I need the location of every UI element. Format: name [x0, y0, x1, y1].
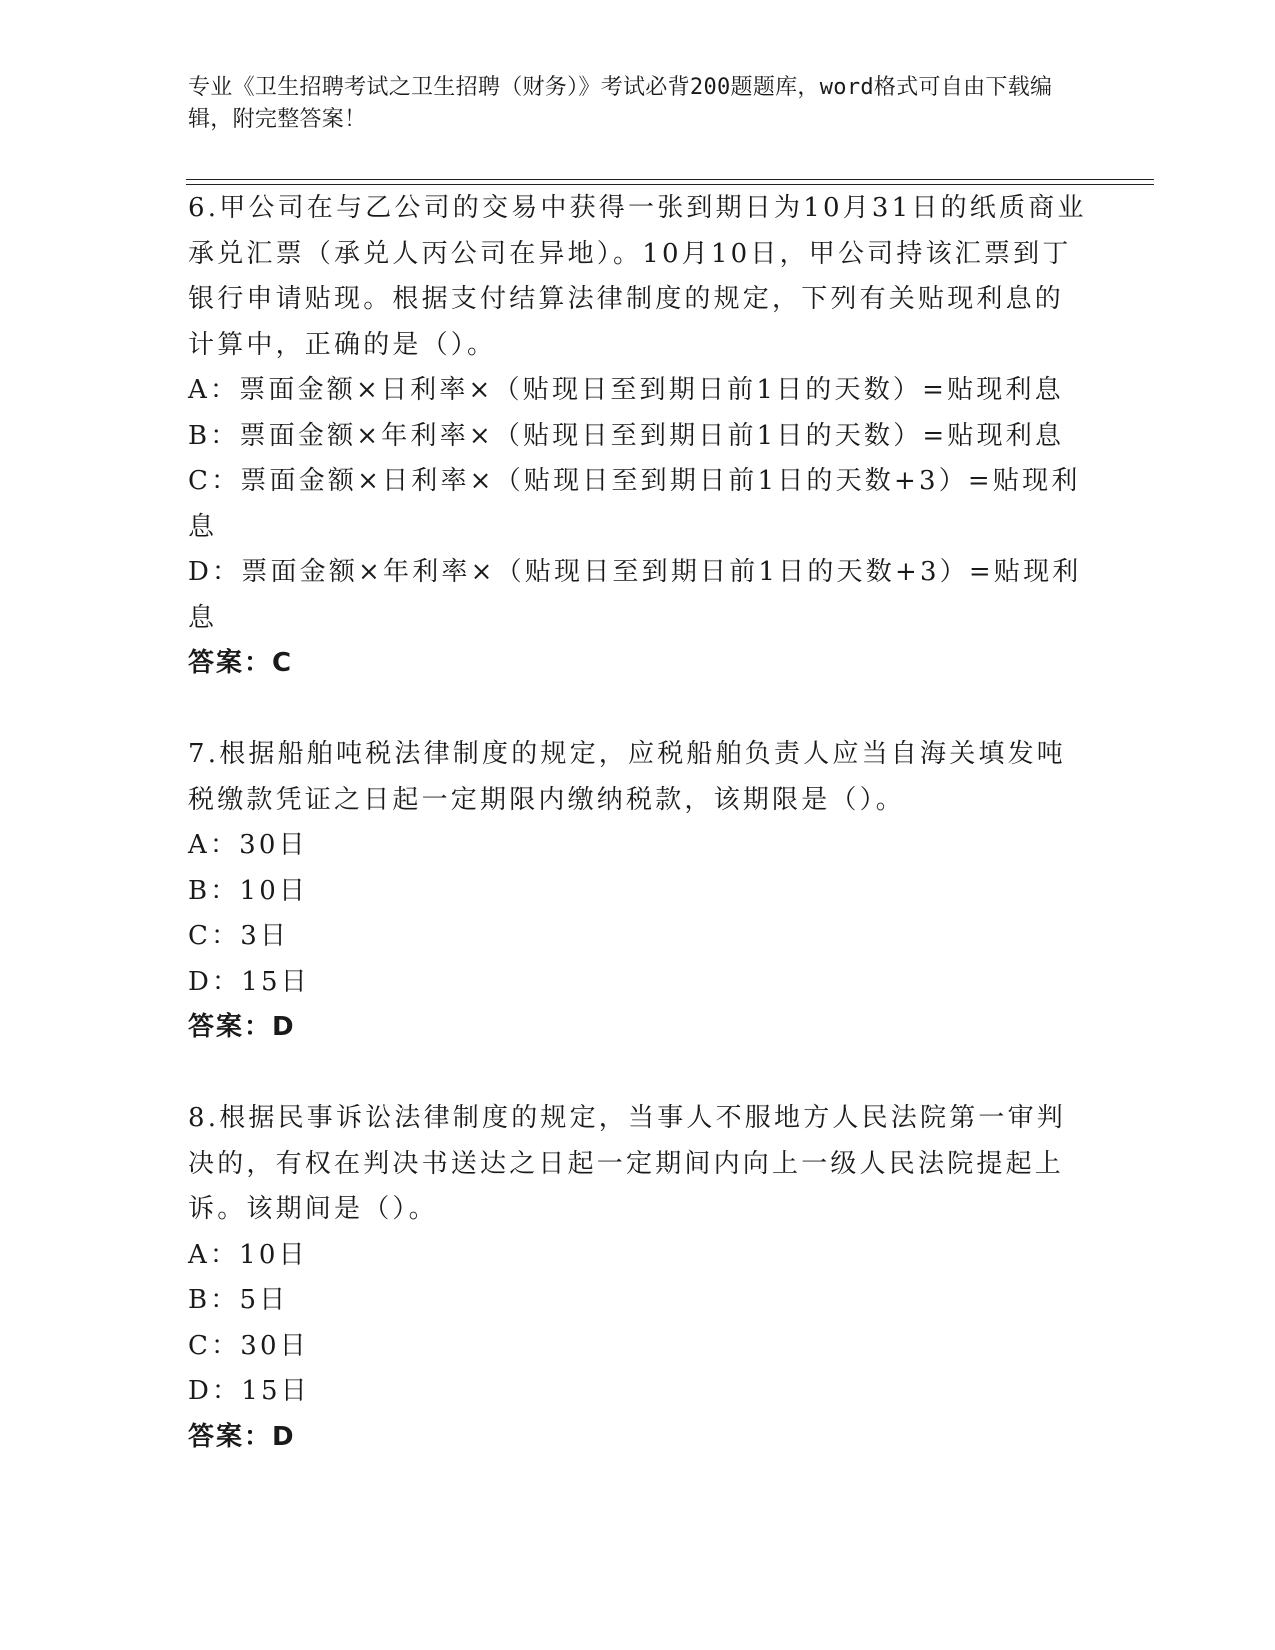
- option-a: A：30日: [188, 830, 308, 860]
- question-8: [188, 1096, 1088, 1460]
- option-c: C：30日: [188, 1330, 309, 1361]
- spacer: [188, 1051, 1088, 1097]
- option-a: A：票面金额×日利率×（贴现日至到期日前1日的天数）=贴现利息: [188, 375, 1064, 405]
- question-stem: 6.甲公司在与乙公司的交易中获得一张到期日为10月31日的纸质商业承兑汇票（承兑人丙公司在异地）。10月10日，甲公司持该汇票到丁银行申请贴现。根据支付结算法律制度的规定，下列有关贴现利息的计算中，正确的是（）。: [188, 193, 1087, 360]
- option-c: C：票面金额×日利率×（贴现日至到期日前1日的天数+3）=贴现利息: [188, 466, 1081, 542]
- question-7: [188, 732, 1088, 1051]
- option-d: D：15日: [188, 966, 310, 997]
- question-stem: 7.根据船舶吨税法律制度的规定，应税船舶负责人应当自海关填发吨税缴款凭证之日起一定期限内缴纳税款，该期限是（）。: [188, 739, 1067, 815]
- question-list: [188, 186, 1088, 1460]
- spacer: [188, 687, 1088, 733]
- header-divider-bottom: [186, 184, 1154, 185]
- answer-label: 答案：C: [188, 648, 294, 678]
- option-c: C：3日: [188, 921, 290, 951]
- answer-label: 答案：D: [188, 1012, 296, 1042]
- option-d: D：票面金额×年利率×（贴现日至到期日前1日的天数+3）=贴现利息: [188, 557, 1082, 633]
- option-b: B：5日: [188, 1285, 289, 1315]
- header-divider-top: [186, 179, 1154, 180]
- option-b: B：10日: [188, 875, 309, 906]
- option-a: A：10日: [188, 1239, 308, 1270]
- document-header: [188, 72, 1068, 136]
- option-b: B：票面金额×年利率×（贴现日至到期日前1日的天数）=贴现利息: [188, 420, 1065, 451]
- question-6: [188, 186, 1088, 687]
- header-title: 专业《卫生招聘考试之卫生招聘（财务）》考试必背200题题库，word格式可自由下载编辑，附完整答案！: [188, 75, 1053, 132]
- option-d: D：15日: [188, 1376, 310, 1406]
- question-stem: 8.根据民事诉讼法律制度的规定，当事人不服地方人民法院第一审判决的，有权在判决书送达之日起一定期间内向上一级人民法院提起上诉。该期间是（）。: [188, 1103, 1067, 1224]
- answer-label: 答案：D: [188, 1421, 296, 1452]
